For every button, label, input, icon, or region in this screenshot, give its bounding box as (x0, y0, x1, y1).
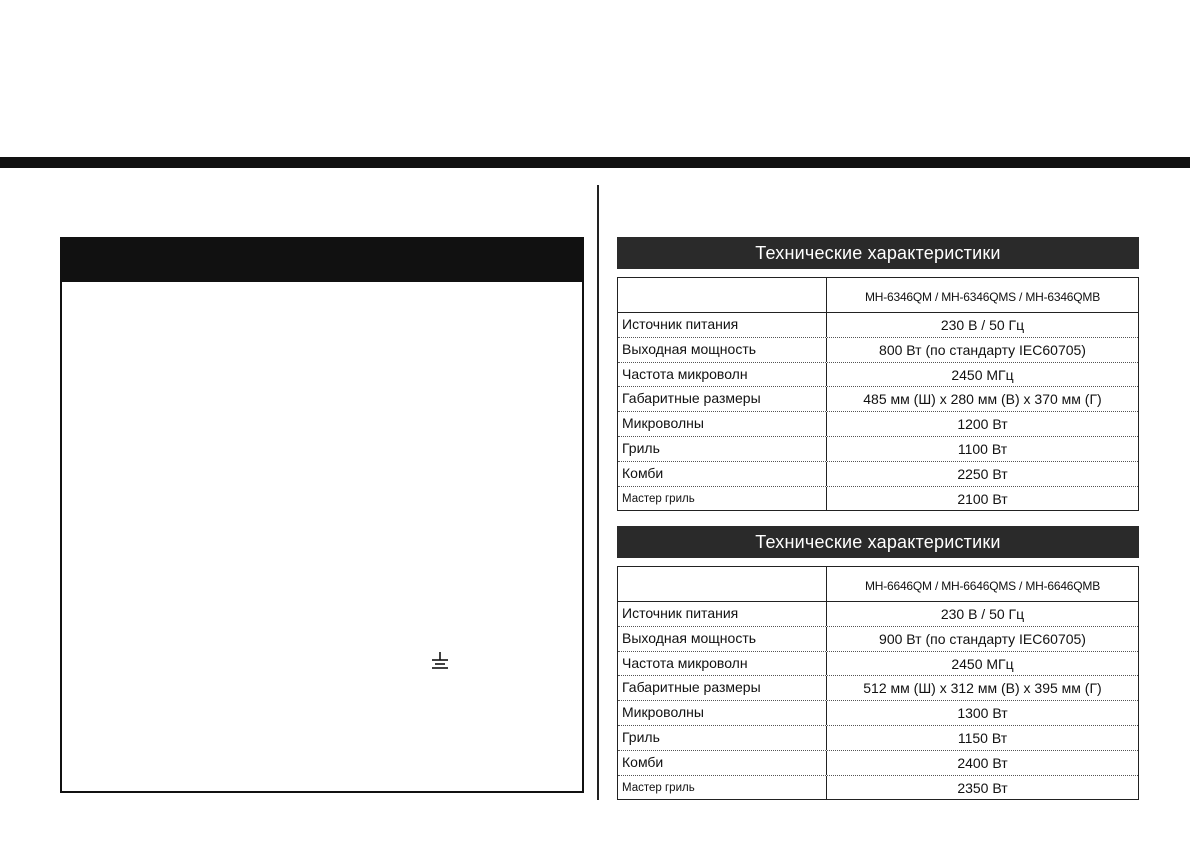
row-label: Частота микроволн (618, 652, 827, 676)
table-row (618, 701, 1138, 726)
table-row (618, 676, 1138, 701)
table-row (618, 627, 1138, 652)
row-label: Габаритные размеры (618, 387, 827, 411)
spec-table-2-header (618, 567, 1138, 602)
spec-table-2-model: MH-6646QM / MH-6646QMS / MH-6646QMB (864, 579, 1101, 593)
row-label: Источник питания (618, 313, 827, 337)
table-row (618, 437, 1138, 462)
row-value: 900 Вт (по стандарту IEC60705) (879, 630, 1086, 647)
table-row (618, 363, 1138, 388)
table-row (618, 462, 1138, 487)
row-value: 1100 Вт (957, 440, 1008, 457)
row-label: Частота микроволн (618, 363, 827, 387)
row-value: 2450 МГц (951, 655, 1014, 672)
table-row (618, 726, 1138, 751)
row-value: 230 В / 50 Гц (940, 606, 1025, 622)
row-label: Мастер гриль (618, 776, 827, 800)
spec-table-1-title: Технические характеристики (617, 237, 1139, 269)
row-label: Комби (618, 751, 827, 775)
row-label: Гриль (618, 726, 827, 750)
table-row (618, 338, 1138, 363)
row-value: 2450 МГц (951, 366, 1014, 383)
row-value: 2250 Вт (957, 465, 1008, 482)
row-value: 1200 Вт (957, 416, 1008, 433)
header-empty-cell (618, 567, 827, 601)
row-value: 485 мм (Ш) x 280 мм (В) x 370 мм (Г) (863, 391, 1102, 408)
row-value: 230 В / 50 Гц (940, 317, 1025, 333)
row-label: Габаритные размеры (618, 676, 827, 700)
row-label: Микроволны (618, 412, 827, 436)
top-banner-bar (0, 157, 1190, 168)
row-label: Выходная мощность (618, 627, 827, 651)
row-value: 800 Вт (по стандарту IEC60705) (879, 341, 1086, 358)
table-row (618, 412, 1138, 437)
table-row (618, 487, 1138, 511)
row-value: 2100 Вт (957, 490, 1008, 507)
spec-table-2 (617, 566, 1139, 800)
table-row (618, 602, 1138, 627)
row-label: Комби (618, 462, 827, 486)
table-row (618, 751, 1138, 776)
row-label: Мастер гриль (618, 487, 827, 511)
header-empty-cell (618, 278, 827, 312)
row-label: Источник питания (618, 602, 827, 626)
row-value: 512 мм (Ш) x 312 мм (В) x 395 мм (Г) (863, 680, 1102, 697)
table-row (618, 387, 1138, 412)
ground-symbol-icon (430, 651, 450, 673)
table-row (618, 652, 1138, 677)
left-info-panel (60, 237, 584, 793)
row-value: 2400 Вт (957, 754, 1008, 771)
row-value: 1150 Вт (957, 729, 1008, 746)
table-row (618, 313, 1138, 338)
spec-table-1-header (618, 278, 1138, 313)
column-divider (597, 185, 599, 800)
spec-table-2-title: Технические характеристики (617, 526, 1139, 558)
row-label: Выходная мощность (618, 338, 827, 362)
spec-table-1 (617, 277, 1139, 511)
row-label: Гриль (618, 437, 827, 461)
spec-table-1-model: MH-6346QM / MH-6346QMS / MH-6346QMB (864, 290, 1101, 304)
row-value: 2350 Вт (957, 779, 1008, 796)
row-label: Микроволны (618, 701, 827, 725)
left-panel-header (62, 239, 582, 282)
table-row (618, 776, 1138, 800)
row-value: 1300 Вт (957, 705, 1008, 722)
